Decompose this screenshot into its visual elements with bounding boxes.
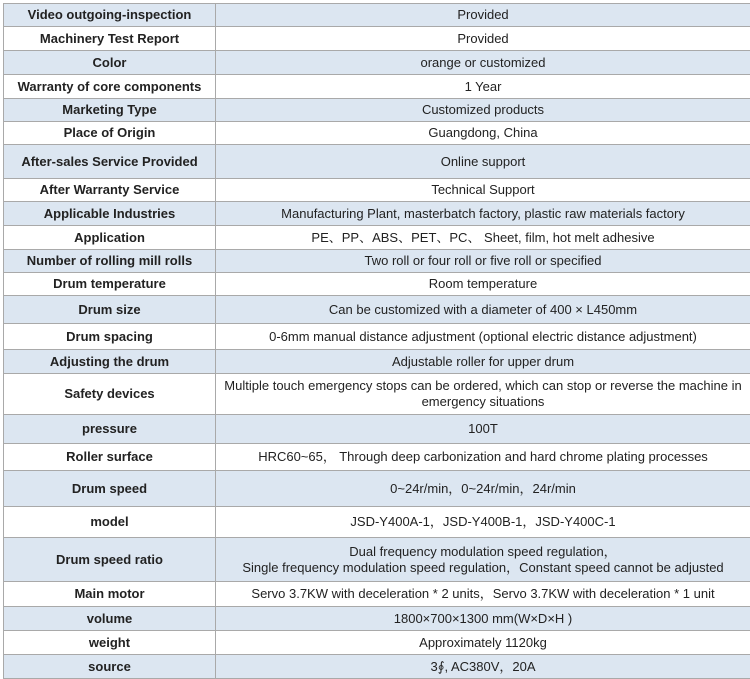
row-value: Can be customized with a diameter of 400 × L450mm bbox=[216, 296, 750, 324]
row-label: Roller surface bbox=[4, 444, 216, 471]
table-row bbox=[4, 273, 750, 296]
row-value: Manufacturing Plant, masterbatch factory, plastic raw materials factory bbox=[216, 202, 750, 226]
row-value: 0-6mm manual distance adjustment (optional electric distance adjustment) bbox=[216, 324, 750, 350]
table-row bbox=[4, 75, 750, 99]
table-row bbox=[4, 471, 750, 507]
row-label: Drum speed bbox=[4, 471, 216, 507]
row-label: model bbox=[4, 507, 216, 538]
row-label: source bbox=[4, 655, 216, 679]
row-label: Color bbox=[4, 51, 216, 75]
row-value: JSD-Y400A-1，JSD-Y400B-1，JSD-Y400C-1 bbox=[216, 507, 750, 538]
row-value: Provided bbox=[216, 4, 750, 27]
row-label: Drum spacing bbox=[4, 324, 216, 350]
spec-table bbox=[3, 3, 750, 679]
row-value: PE、PP、ABS、PET、PC、 Sheet, film, hot melt adhesive bbox=[216, 226, 750, 250]
row-value: 1800×700×1300 mm(W×D×H ) bbox=[216, 607, 750, 631]
row-label: volume bbox=[4, 607, 216, 631]
row-value: Servo 3.7KW with deceleration * 2 units，Servo 3.7KW with deceleration * 1 unit bbox=[216, 582, 750, 607]
table-row bbox=[4, 374, 750, 415]
row-value bbox=[216, 538, 750, 582]
row-label: weight bbox=[4, 631, 216, 655]
table-row bbox=[4, 145, 750, 179]
row-label: After-sales Service Provided bbox=[4, 145, 216, 179]
table-row bbox=[4, 27, 750, 51]
table-row bbox=[4, 99, 750, 122]
row-label: Number of rolling mill rolls bbox=[4, 250, 216, 273]
row-value: Approximately 1120kg bbox=[216, 631, 750, 655]
table-row bbox=[4, 444, 750, 471]
table-row bbox=[4, 250, 750, 273]
table-row bbox=[4, 538, 750, 582]
row-value: Adjustable roller for upper drum bbox=[216, 350, 750, 374]
row-value: Provided bbox=[216, 27, 750, 51]
table-row bbox=[4, 179, 750, 202]
table-row bbox=[4, 202, 750, 226]
row-label: Warranty of core components bbox=[4, 75, 216, 99]
row-label: Video outgoing-inspection bbox=[4, 4, 216, 27]
row-label: Applicable Industries bbox=[4, 202, 216, 226]
row-label: Adjusting the drum bbox=[4, 350, 216, 374]
table-row bbox=[4, 631, 750, 655]
table-row bbox=[4, 4, 750, 27]
row-value-line: Single frequency modulation speed regulation，Constant speed cannot be adjusted bbox=[242, 559, 724, 575]
row-label: pressure bbox=[4, 415, 216, 444]
table-row bbox=[4, 350, 750, 374]
row-label: Machinery Test Report bbox=[4, 27, 216, 51]
row-value: 1 Year bbox=[216, 75, 750, 99]
row-value-line: Dual frequency modulation speed regulation， bbox=[349, 543, 617, 559]
row-value: Guangdong, China bbox=[216, 122, 750, 145]
row-label: After Warranty Service bbox=[4, 179, 216, 202]
table-row bbox=[4, 582, 750, 607]
row-label: Safety devices bbox=[4, 374, 216, 415]
table-row bbox=[4, 226, 750, 250]
table-row bbox=[4, 507, 750, 538]
row-value: 3∮, AC380V，20A bbox=[216, 655, 750, 679]
row-value: 0~24r/min，0~24r/min，24r/min bbox=[216, 471, 750, 507]
row-label: Drum speed ratio bbox=[4, 538, 216, 582]
row-label: Application bbox=[4, 226, 216, 250]
row-label: Marketing Type bbox=[4, 99, 216, 122]
row-value: Online support bbox=[216, 145, 750, 179]
table-row bbox=[4, 655, 750, 679]
table-row bbox=[4, 51, 750, 75]
row-value: Multiple touch emergency stops can be ordered, which can stop or reverse the machine in emergency situations bbox=[216, 374, 750, 415]
table-row bbox=[4, 415, 750, 444]
table-row bbox=[4, 122, 750, 145]
row-value: 100T bbox=[216, 415, 750, 444]
row-value: Customized products bbox=[216, 99, 750, 122]
table-row bbox=[4, 324, 750, 350]
table-row bbox=[4, 296, 750, 324]
row-value: orange or customized bbox=[216, 51, 750, 75]
row-value: Technical Support bbox=[216, 179, 750, 202]
row-label: Drum size bbox=[4, 296, 216, 324]
row-value: Two roll or four roll or five roll or specified bbox=[216, 250, 750, 273]
row-value: HRC60~65， Through deep carbonization and hard chrome plating processes bbox=[216, 444, 750, 471]
row-label: Main motor bbox=[4, 582, 216, 607]
row-label: Drum temperature bbox=[4, 273, 216, 296]
table-row bbox=[4, 607, 750, 631]
row-label: Place of Origin bbox=[4, 122, 216, 145]
row-value: Room temperature bbox=[216, 273, 750, 296]
